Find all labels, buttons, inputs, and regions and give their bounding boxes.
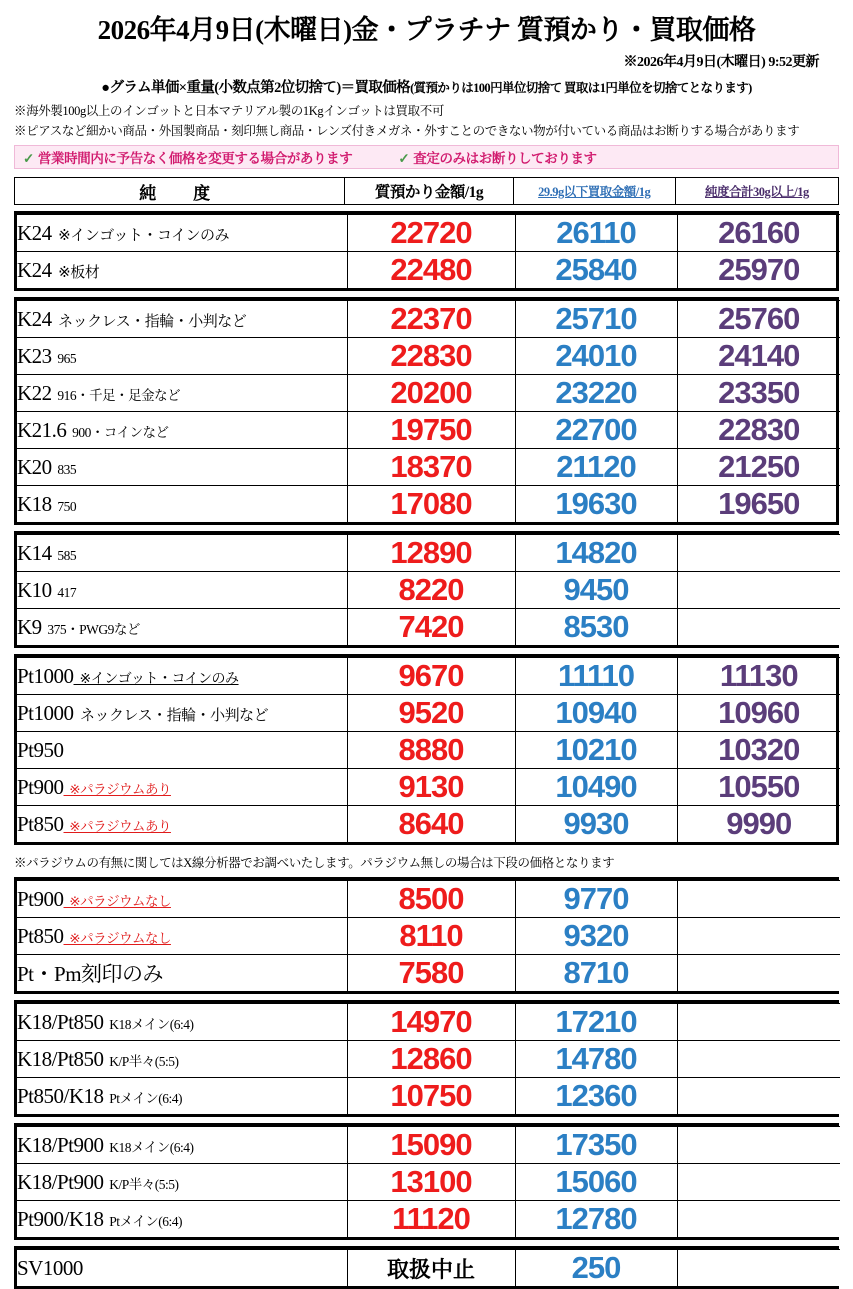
table-row — [17, 412, 840, 449]
purity-sublabel: 375・PWG9など — [41, 621, 140, 637]
table-row — [17, 658, 840, 695]
table-row — [17, 955, 840, 992]
buy-under-price-cell: 9770 — [515, 881, 677, 918]
buy-over-price-cell: 23350 — [677, 375, 840, 412]
header-buy-under: 29.9g以下買取金額/1g — [513, 178, 675, 205]
purity-label: K21.6 — [17, 417, 67, 442]
platinum-block — [14, 654, 839, 845]
item-restriction-note: ※ピアスなど細かい商品・外国製商品・刻印無し商品・レンズ付きメガネ・外すことのできない物が付いている商品はお断りする場合があります — [14, 124, 800, 138]
purity-label-cell — [17, 412, 347, 449]
purity-label-cell — [17, 338, 347, 375]
buy-under-price-cell: 8530 — [515, 609, 677, 646]
purity-label: K9 — [17, 614, 42, 639]
purity-sublabel: ※板材 — [51, 264, 100, 281]
pawn-price-cell: 12890 — [347, 535, 515, 572]
buy-under-price-cell: 14820 — [515, 535, 677, 572]
buy-under-price-cell: 22700 — [515, 412, 677, 449]
header-buy-over: 純度合計30g以上/1g — [675, 178, 838, 205]
pawn-price-cell: 取扱中止 — [347, 1250, 515, 1287]
gold-low-block — [14, 531, 839, 648]
buy-under-price-cell: 21120 — [515, 449, 677, 486]
notice-appraisal — [398, 147, 596, 167]
purity-label: Pt900 — [17, 886, 64, 911]
buy-under-price-cell: 10490 — [515, 769, 677, 806]
table-row — [17, 486, 840, 523]
price-groups — [0, 211, 853, 1289]
gold-main-block — [14, 297, 839, 525]
purity-label: K24 — [17, 220, 52, 245]
pawn-price-cell: 8500 — [347, 881, 515, 918]
purity-label-cell — [17, 1201, 347, 1238]
purity-label: K24 — [17, 306, 52, 331]
pawn-price-cell: 7580 — [347, 955, 515, 992]
page-title: 2026年4月9日(木曜日)金・プラチナ 質預かり・買取価格 — [97, 15, 756, 45]
buy-over-price-cell: 10320 — [677, 732, 840, 769]
purity-label: K14 — [17, 540, 52, 565]
purity-sublabel: ネックレス・指輪・小判など — [51, 313, 247, 330]
purity-label: K18/Pt850 — [17, 1046, 104, 1071]
table-row — [17, 732, 840, 769]
platinum-nopd-block — [14, 877, 839, 994]
purity-label-cell — [17, 918, 347, 955]
purity-sublabel: ※インゴット・コインのみ — [51, 227, 229, 244]
purity-label-cell — [17, 572, 347, 609]
purity-label-cell — [17, 955, 347, 992]
pawn-price-cell: 22830 — [347, 338, 515, 375]
table-row — [17, 1078, 840, 1115]
combo-900-block — [14, 1123, 839, 1240]
purity-label: K22 — [17, 380, 52, 405]
gold-ingot-block — [14, 211, 839, 291]
buy-over-price-cell — [677, 1201, 840, 1238]
purity-label: Pt・Pm刻印のみ — [17, 962, 164, 986]
purity-label: Pt900/K18 — [17, 1206, 104, 1231]
table-row — [17, 301, 840, 338]
updated-timestamp: ※2026年4月9日(木曜日) 9:52更新 — [623, 55, 819, 70]
table-row — [17, 572, 840, 609]
purity-sublabel: Ptメイン(6:4) — [103, 1213, 182, 1229]
pawn-price-cell: 8220 — [347, 572, 515, 609]
purity-label: Pt850 — [17, 811, 64, 836]
purity-label: K20 — [17, 454, 52, 479]
purity-label-cell — [17, 215, 347, 252]
price-board-page — [0, 8, 853, 1289]
purity-label: K24 — [17, 257, 52, 282]
purity-label-cell — [17, 806, 347, 843]
purity-label: Pt1000 — [17, 663, 74, 688]
table-row — [17, 695, 840, 732]
table-row — [17, 609, 840, 646]
pawn-price-cell: 8880 — [347, 732, 515, 769]
buy-under-price-cell: 9320 — [515, 918, 677, 955]
buy-under-price-cell: 9450 — [515, 572, 677, 609]
buy-over-price-cell: 22830 — [677, 412, 840, 449]
buy-under-price-cell: 17210 — [515, 1004, 677, 1041]
pawn-price-cell: 22720 — [347, 215, 515, 252]
purity-sublabel: 965 — [51, 350, 77, 366]
purity-sublabel: ネックレス・指輪・小判など — [73, 707, 269, 724]
purity-sublabel: ※インゴット・コインのみ — [73, 671, 239, 687]
table-row — [17, 881, 840, 918]
pawn-price-cell: 14970 — [347, 1004, 515, 1041]
purity-label: K18/Pt900 — [17, 1169, 104, 1194]
calculation-note-main: ●グラム単価×重量(小数点第2位切捨て)＝買取価格 — [101, 80, 411, 96]
table-row — [17, 252, 840, 289]
table-row — [17, 1127, 840, 1164]
buy-under-price-cell: 10940 — [515, 695, 677, 732]
pawn-price-cell: 8640 — [347, 806, 515, 843]
buy-over-price-cell: 19650 — [677, 486, 840, 523]
purity-label: Pt950 — [17, 737, 64, 762]
purity-sublabel: 417 — [51, 584, 77, 600]
buy-under-price-cell: 24010 — [515, 338, 677, 375]
pawn-price-cell: 17080 — [347, 486, 515, 523]
pawn-price-cell: 7420 — [347, 609, 515, 646]
buy-under-price-cell: 25710 — [515, 301, 677, 338]
table-row — [17, 1201, 840, 1238]
buy-over-price-cell — [677, 1127, 840, 1164]
pawn-price-cell: 20200 — [347, 375, 515, 412]
purity-sublabel: 750 — [51, 498, 77, 514]
buy-over-price-cell — [677, 1041, 840, 1078]
buy-over-price-cell — [677, 955, 840, 992]
purity-label: K23 — [17, 343, 52, 368]
pawn-price-cell: 22480 — [347, 252, 515, 289]
buy-over-price-cell: 10550 — [677, 769, 840, 806]
purity-sublabel: 585 — [51, 547, 77, 563]
table-row — [17, 215, 840, 252]
purity-label: Pt1000 — [17, 700, 74, 725]
purity-sublabel: 835 — [51, 461, 77, 477]
purity-label-cell — [17, 1164, 347, 1201]
purity-label: Pt850/K18 — [17, 1083, 104, 1108]
purity-label-cell — [17, 881, 347, 918]
buy-under-price-cell: 25840 — [515, 252, 677, 289]
header-purity: 純 度 — [15, 178, 345, 205]
purity-label-cell — [17, 1078, 347, 1115]
pawn-price-cell: 15090 — [347, 1127, 515, 1164]
purity-sublabel: 900・コインなど — [66, 424, 169, 440]
table-row — [17, 769, 840, 806]
buy-under-price-cell: 14780 — [515, 1041, 677, 1078]
buy-over-price-cell — [677, 572, 840, 609]
purity-sublabel: K18メイン(6:4) — [103, 1139, 194, 1155]
table-row — [17, 1164, 840, 1201]
buy-over-price-cell: 10960 — [677, 695, 840, 732]
purity-sublabel: K/P半々(5:5) — [103, 1176, 179, 1192]
pawn-price-cell: 13100 — [347, 1164, 515, 1201]
table-row — [17, 806, 840, 843]
purity-sublabel: ※パラジウムあり — [63, 781, 171, 797]
pawn-price-cell: 22370 — [347, 301, 515, 338]
purity-label: Pt850 — [17, 923, 64, 948]
purity-label-cell — [17, 535, 347, 572]
buy-over-price-cell — [677, 1078, 840, 1115]
purity-label: K18/Pt850 — [17, 1009, 104, 1034]
pawn-price-cell: 9670 — [347, 658, 515, 695]
purity-label: SV1000 — [17, 1255, 83, 1280]
palladium-note: ※パラジウムの有無に関してはX線分析器でお調べいたします。パラジウム無しの場合は下段の価格となります — [14, 856, 615, 870]
purity-sublabel: K18メイン(6:4) — [103, 1016, 194, 1032]
combo-850-block — [14, 1000, 839, 1117]
buy-under-price-cell: 9930 — [515, 806, 677, 843]
purity-label: K18/Pt900 — [17, 1132, 104, 1157]
notice-bar — [14, 145, 839, 169]
header-pawn: 質預かり金額/1g — [345, 178, 513, 205]
purity-label-cell — [17, 375, 347, 412]
purity-label-cell — [17, 732, 347, 769]
buy-under-price-cell: 250 — [515, 1250, 677, 1287]
purity-label-cell — [17, 658, 347, 695]
buy-over-price-cell: 26160 — [677, 215, 840, 252]
purity-label: K10 — [17, 577, 52, 602]
ingot-restriction-note: ※海外製100g以上のインゴットと日本マテリアル製の1Kgインゴットは買取不可 — [14, 104, 444, 118]
pawn-price-cell: 11120 — [347, 1201, 515, 1238]
purity-label-cell — [17, 449, 347, 486]
purity-sublabel: ※パラジウムなし — [63, 930, 171, 946]
buy-under-price-cell: 15060 — [515, 1164, 677, 1201]
purity-label: Pt900 — [17, 774, 64, 799]
purity-sublabel: ※パラジウムなし — [63, 893, 171, 909]
buy-over-price-cell — [677, 881, 840, 918]
pawn-price-cell: 8110 — [347, 918, 515, 955]
calculation-note-paren: (質預かりは100円単位切捨て 買取は1円単位を切捨てとなります) — [410, 81, 752, 95]
notice-price-change — [23, 147, 352, 167]
pawn-price-cell: 12860 — [347, 1041, 515, 1078]
pawn-price-cell: 19750 — [347, 412, 515, 449]
check-icon-2: ✓ — [398, 151, 410, 166]
table-row — [17, 449, 840, 486]
pawn-price-cell: 18370 — [347, 449, 515, 486]
notice-appraisal-text: 査定のみはお断りしております — [413, 151, 597, 166]
buy-under-price-cell: 12360 — [515, 1078, 677, 1115]
purity-label-cell — [17, 252, 347, 289]
table-row — [17, 1004, 840, 1041]
table-row — [17, 535, 840, 572]
buy-over-price-cell: 24140 — [677, 338, 840, 375]
table-row — [17, 338, 840, 375]
purity-label-cell — [17, 486, 347, 523]
buy-over-price-cell — [677, 918, 840, 955]
buy-over-price-cell: 11130 — [677, 658, 840, 695]
purity-sublabel: K/P半々(5:5) — [103, 1053, 179, 1069]
table-row — [17, 1041, 840, 1078]
purity-sublabel: 916・千足・足金など — [51, 387, 181, 403]
buy-under-price-cell: 19630 — [515, 486, 677, 523]
purity-label-cell — [17, 1004, 347, 1041]
buy-over-price-cell — [677, 1004, 840, 1041]
purity-sublabel: Ptメイン(6:4) — [103, 1090, 182, 1106]
pawn-price-cell: 9520 — [347, 695, 515, 732]
buy-under-price-cell: 23220 — [515, 375, 677, 412]
purity-label-cell — [17, 1127, 347, 1164]
buy-over-price-cell: 9990 — [677, 806, 840, 843]
buy-over-price-cell — [677, 609, 840, 646]
purity-label-cell — [17, 301, 347, 338]
purity-label: K18 — [17, 491, 52, 516]
purity-label-cell — [17, 769, 347, 806]
column-header-row — [14, 177, 839, 205]
table-row — [17, 918, 840, 955]
notice-price-change-text: 営業時間内に予告なく価格を変更する場合があります — [37, 151, 353, 166]
table-row — [17, 375, 840, 412]
buy-under-price-cell: 11110 — [515, 658, 677, 695]
buy-over-price-cell: 25760 — [677, 301, 840, 338]
calculation-note — [0, 76, 853, 97]
buy-over-price-cell — [677, 1164, 840, 1201]
pawn-price-cell: 9130 — [347, 769, 515, 806]
purity-label-cell — [17, 1041, 347, 1078]
buy-over-price-cell: 25970 — [677, 252, 840, 289]
pawn-price-cell: 10750 — [347, 1078, 515, 1115]
purity-label-cell — [17, 609, 347, 646]
buy-under-price-cell: 12780 — [515, 1201, 677, 1238]
buy-under-price-cell: 17350 — [515, 1127, 677, 1164]
buy-over-price-cell — [677, 535, 840, 572]
purity-sublabel: ※パラジウムあり — [63, 818, 171, 834]
buy-under-price-cell: 26110 — [515, 215, 677, 252]
buy-under-price-cell: 10210 — [515, 732, 677, 769]
check-icon: ✓ — [23, 151, 34, 166]
purity-label-cell — [17, 695, 347, 732]
buy-under-price-cell: 8710 — [515, 955, 677, 992]
buy-over-price-cell: 21250 — [677, 449, 840, 486]
